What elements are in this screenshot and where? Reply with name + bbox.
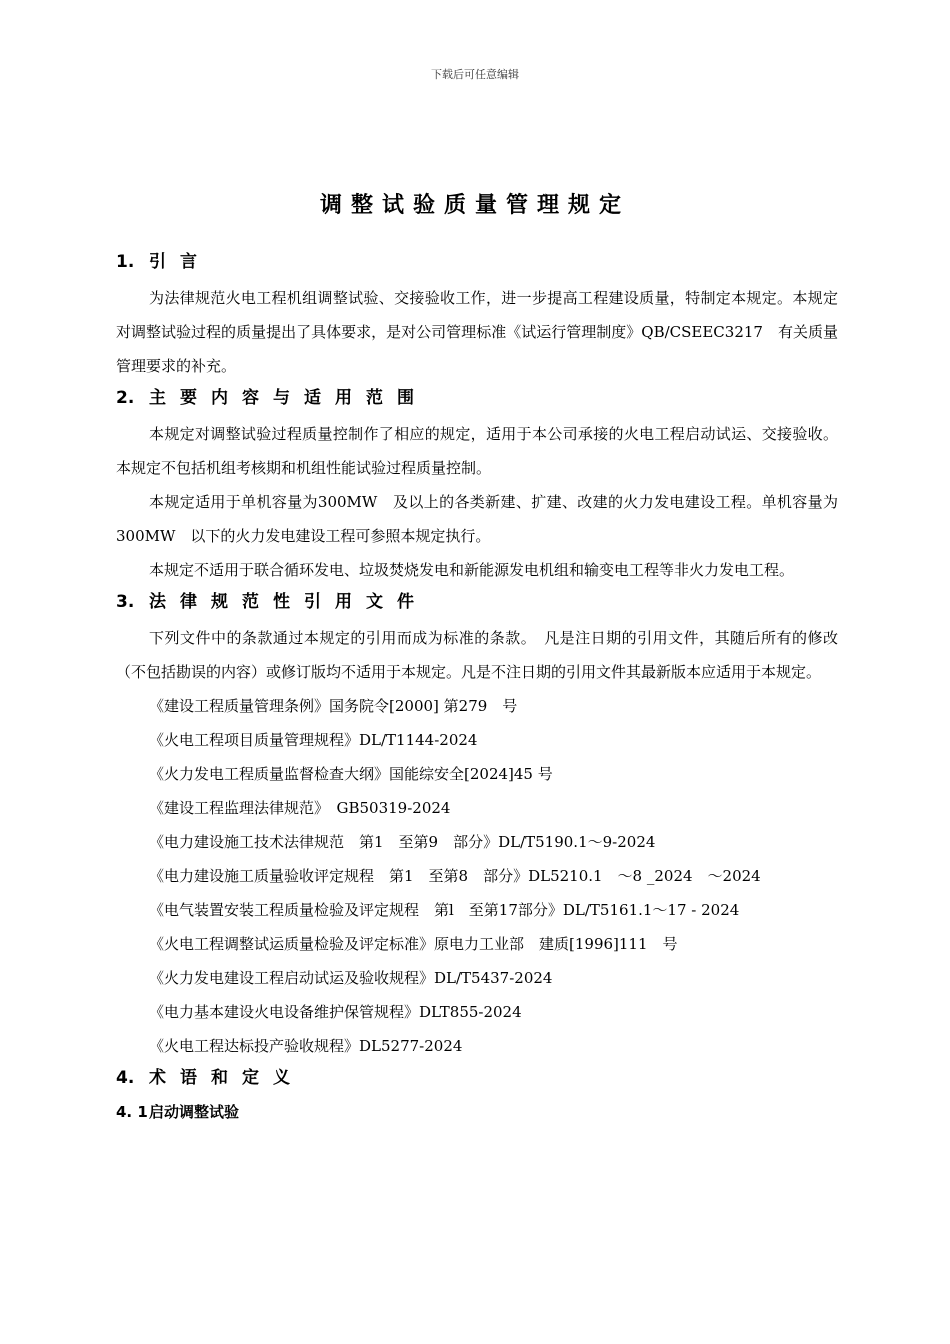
- reference-item: 《火力发电建设工程启动试运及验收规程》DL/T5437-2024: [149, 969, 553, 987]
- subsection-heading-4-1: [116, 1097, 838, 1127]
- reference-item: 《电力建设施工质量验收评定规程 第1 至第8 部分》DL5210.1 ～8 _2024 ～2024: [149, 867, 761, 885]
- page-header-note: 下载后可任意编辑: [431, 68, 519, 81]
- paragraph: 下列文件中的条款通过本规定的引用而成为标准的条款。 凡是注日期的引用文件，其随后所有的修改（不包括勘误的内容）或修订版均不适用于本规定。凡是不注日期的引用文件其最新版本应适用于本规定。: [116, 629, 838, 681]
- section-number: 3.: [116, 592, 135, 612]
- document-title: 调整试验质量管理规定: [319, 193, 630, 218]
- section-title: 引言: [149, 252, 211, 272]
- reference-item: 《火电工程调整试运质量检验及评定标准》原电力工业部 建质[1996]111 号: [149, 935, 678, 953]
- reference-item: 《电力建设施工技术法律规范 第1 至第9 部分》DL/T5190.1～9-2024: [149, 833, 656, 851]
- subsection-title: 启动调整试验: [149, 1103, 240, 1121]
- reference-item: 《建设工程质量管理条例》国务院令[2000] 第279 号: [149, 697, 518, 715]
- paragraph: 本规定对调整试验过程质量控制作了相应的规定，适用于本公司承接的火电工程启动试运、交接验收。本规定不包括机组考核期和机组性能试验过程质量控制。: [116, 425, 838, 477]
- reference-item: 《电力基本建设火电设备维护保管规程》DLT855-2024: [149, 1003, 522, 1021]
- reference-item: 《火电工程项目质量管理规程》DL/T1144-2024: [149, 731, 478, 749]
- reference-item: 《火电工程达标投产验收规程》DL5277-2024: [149, 1037, 463, 1055]
- section-number: 2.: [116, 388, 135, 408]
- paragraph: 为法律规范火电工程机组调整试验、交接验收工作，进一步提高工程建设质量，特制定本规定。本规定对调整试验过程的质量提出了具体要求，是对公司管理标准《试运行管理制度》QB/CSEEC3217 有关质量管理要求的补充。: [116, 289, 838, 375]
- document-body: [116, 247, 838, 1127]
- section-number: 4.: [116, 1068, 135, 1088]
- paragraph: 本规定适用于单机容量为300MW 及以上的各类新建、扩建、改建的火力发电建设工程。单机容量为300MW 以下的火力发电建设工程可参照本规定执行。: [116, 493, 838, 545]
- section-number: 1.: [116, 252, 135, 272]
- section-title: 主要内容与适用范围: [149, 388, 428, 408]
- section-heading-1: [116, 247, 838, 277]
- section-heading-3: [116, 587, 838, 617]
- subsection-number: 4. 1: [116, 1103, 148, 1121]
- reference-list: [116, 689, 838, 1063]
- paragraph: 本规定不适用于联合循环发电、垃圾焚烧发电和新能源发电机组和输变电工程等非火力发电工程。: [149, 561, 795, 579]
- section-title: 法律规范性引用文件: [149, 592, 428, 612]
- reference-item: 《火力发电工程质量监督检查大纲》国能综安全[2024]45 号: [149, 765, 553, 783]
- section-title: 术语和定义: [149, 1068, 304, 1088]
- reference-item: 《电气装置安装工程质量检验及评定规程 第l 至第17部分》DL/T5161.1～17 - 2024: [149, 901, 740, 919]
- section-heading-2: [116, 383, 838, 413]
- section-heading-4: [116, 1063, 838, 1093]
- reference-item: 《建设工程监理法律规范》 GB50319-2024: [149, 799, 451, 817]
